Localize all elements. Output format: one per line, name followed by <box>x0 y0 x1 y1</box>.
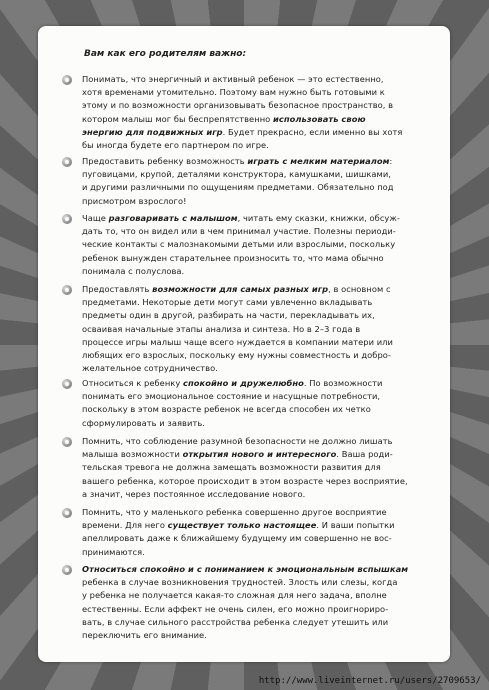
text-line <box>82 265 434 278</box>
paragraph-item <box>62 563 434 642</box>
text-segment: желательное сотрудничество. <box>82 363 218 374</box>
emphasis-text: энергию для подвижных игр <box>82 126 223 137</box>
text-segment: : <box>389 156 393 166</box>
text-segment: Понимать, что энергичный и активный ребенок — это естественно, <box>82 74 384 84</box>
text-segment: Предоставить ребенку возможность <box>82 156 248 166</box>
text-segment: . И ваши попытки <box>316 520 395 531</box>
text-line <box>82 252 434 265</box>
bullet-icon <box>62 75 72 85</box>
text-line <box>82 126 434 139</box>
emphasis-text: играть с мелким материалом <box>247 156 390 166</box>
text-line <box>82 283 434 296</box>
text-segment: поскольку в этом возрасте ребенок не всегда способен их четко <box>82 404 371 415</box>
text-segment: . Ваша роди- <box>336 449 393 460</box>
text-segment: предметами. Некоторые дети могут сами увлеченно вкладывать <box>82 297 373 308</box>
text-line <box>82 86 434 99</box>
paragraph-text <box>82 283 434 375</box>
bullet-icon <box>62 437 72 447</box>
text-line <box>82 506 434 519</box>
text-line <box>82 532 434 545</box>
paragraph-text <box>82 563 434 642</box>
text-line <box>82 73 434 86</box>
text-segment: апеллировать даже к ближайшему будущему им совершенно не вос- <box>82 533 392 544</box>
text-line <box>82 377 434 390</box>
text-segment: , читать ему сказки, книжки, обсуж- <box>237 213 400 223</box>
text-line <box>82 195 434 208</box>
text-segment: тельская тревога не должна замещать возможности развития для <box>82 462 381 473</box>
text-line <box>82 323 434 336</box>
text-segment: дать то, что он видел или в чем принимал участие. Полезны периоди- <box>82 226 396 237</box>
text-line <box>82 309 434 322</box>
text-segment: понимала с полуслова. <box>82 265 185 276</box>
emphasis-text: существует только настоящее <box>167 520 317 531</box>
paragraph-text <box>82 212 434 278</box>
text-segment: котором малыш мог бы беспрепятственно <box>82 113 273 124</box>
text-segment: малыша возможности <box>82 449 183 460</box>
text-line <box>82 616 434 629</box>
text-line <box>82 238 434 251</box>
text-segment: осваивая начальные этапы анализа и синтеза. Но в 2–3 года в <box>82 323 361 334</box>
text-segment: Чаще <box>82 213 109 223</box>
text-line <box>82 113 434 126</box>
text-segment: бы иногда будете его партнером по игре. <box>82 140 269 151</box>
text-line <box>82 403 434 416</box>
bullet-icon <box>62 565 72 575</box>
paragraph-text <box>82 435 434 501</box>
text-segment: понимать его эмоциональное состояние и насущные потребности, <box>82 391 381 402</box>
text-segment: ческие контакты с малознакомыми детьми или взрослыми, поскольку <box>82 239 396 250</box>
text-line <box>82 139 434 152</box>
paragraph-item <box>62 283 434 375</box>
text-line <box>82 225 434 238</box>
text-line <box>82 448 434 461</box>
section-heading: Вам как его родителям важно: <box>84 49 247 59</box>
bullet-icon <box>62 508 72 518</box>
paragraph-text <box>82 377 434 430</box>
text-line <box>82 336 434 349</box>
text-segment: Помнить, что соблюдение разумной безопасности не должно лишать <box>82 436 393 446</box>
paragraph-text <box>82 155 434 208</box>
text-line <box>82 629 434 642</box>
emphasis-text: открытия нового и интересного <box>182 449 337 460</box>
text-segment: ребенка в случае возникновения трудностей. Злость или слезы, когда <box>82 577 398 588</box>
emphasis-text: использовать свою <box>272 113 366 124</box>
paragraph-item <box>62 506 434 559</box>
text-segment: принимаются. <box>82 546 145 557</box>
bullet-icon <box>62 285 72 295</box>
text-segment: предметы один в другой, разбирать на части, перекладывать их, <box>82 310 375 321</box>
text-line <box>82 99 434 112</box>
text-segment: переключить его внимание. <box>82 630 207 641</box>
text-line <box>82 181 434 194</box>
text-line <box>82 296 434 309</box>
text-segment: . По возможности <box>303 378 383 388</box>
text-segment: Относиться к ребенку <box>82 378 184 388</box>
text-segment: хотя временами утомительно. Поэтому вам нужно быть готовыми к <box>82 87 385 98</box>
text-segment: процессе игры малыш чаще всего нуждается в компании матери или <box>82 336 393 347</box>
text-line <box>82 603 434 616</box>
text-line <box>82 546 434 559</box>
text-segment: Предоставлять <box>82 284 153 294</box>
text-segment: сформулировать и заявить. <box>82 417 205 428</box>
text-line <box>82 576 434 589</box>
text-line <box>82 435 434 448</box>
bullet-icon <box>62 379 72 389</box>
text-line <box>82 475 434 488</box>
text-segment: этому и по возможности организовывать безопасное пространство, в <box>82 100 394 111</box>
text-line <box>82 519 434 532</box>
text-segment: любящих его взрослых, поскольку ему нужны совместность и добро- <box>82 350 391 361</box>
text-segment: Помнить, что у маленького ребенка совершенно другое восприятие <box>82 507 387 517</box>
emphasis-text: спокойно и дружелюбно <box>183 378 304 388</box>
source-url-watermark: http://www.liveinternet.ru/users/2709653/ <box>258 676 481 686</box>
text-segment: пуговицами, крупой, деталями конструктора, камушками, шишками, <box>82 169 391 180</box>
paragraph-item <box>62 212 434 278</box>
text-line <box>82 461 434 474</box>
text-line <box>82 563 434 576</box>
text-segment: естественны. Если аффект не очень силен, его можно проигнориро- <box>82 603 389 614</box>
emphasis-text: возможности для самых разных игр <box>152 284 329 294</box>
text-segment: и другими различными по ощущениям предметами. Обязательно под <box>82 182 394 193</box>
paragraph-item <box>62 435 434 501</box>
text-line <box>82 390 434 403</box>
paragraph-item <box>62 73 434 152</box>
text-line <box>82 349 434 362</box>
text-line <box>82 589 434 602</box>
text-segment: . Будет прекрасно, если именно вы хотя <box>222 126 403 137</box>
bullet-icon <box>62 214 72 224</box>
text-line <box>82 417 434 430</box>
text-line <box>82 212 434 225</box>
paragraph-text <box>82 73 434 152</box>
emphasis-text: Относиться спокойно и с пониманием к эмоциональным вспышкам <box>82 564 409 574</box>
text-segment: времени. Для него <box>82 520 168 531</box>
emphasis-text: разговаривать с малышом <box>108 213 238 223</box>
text-segment: у ребенка не получается какая-то сложная для него задача, вполне <box>82 590 387 601</box>
text-segment: а значит, через постоянное исследование нового. <box>82 488 306 499</box>
text-segment: вать, в случае сильного расстройства ребенка следует утешить или <box>82 616 389 627</box>
paragraph-item <box>62 377 434 430</box>
text-line <box>82 168 434 181</box>
bullet-icon <box>62 157 72 167</box>
paragraph-item <box>62 155 434 208</box>
text-segment: ребенок вынужден старательнее произносить то, что мама обычно <box>82 252 384 263</box>
text-segment: присмотром взрослого! <box>82 195 187 206</box>
paragraph-text <box>82 506 434 559</box>
text-line <box>82 488 434 501</box>
text-line <box>82 362 434 375</box>
text-segment: вашего ребенка, которое происходит в этом возрасте через восприятие, <box>82 475 408 486</box>
text-line <box>82 155 434 168</box>
text-segment: , в основном с <box>328 284 391 294</box>
